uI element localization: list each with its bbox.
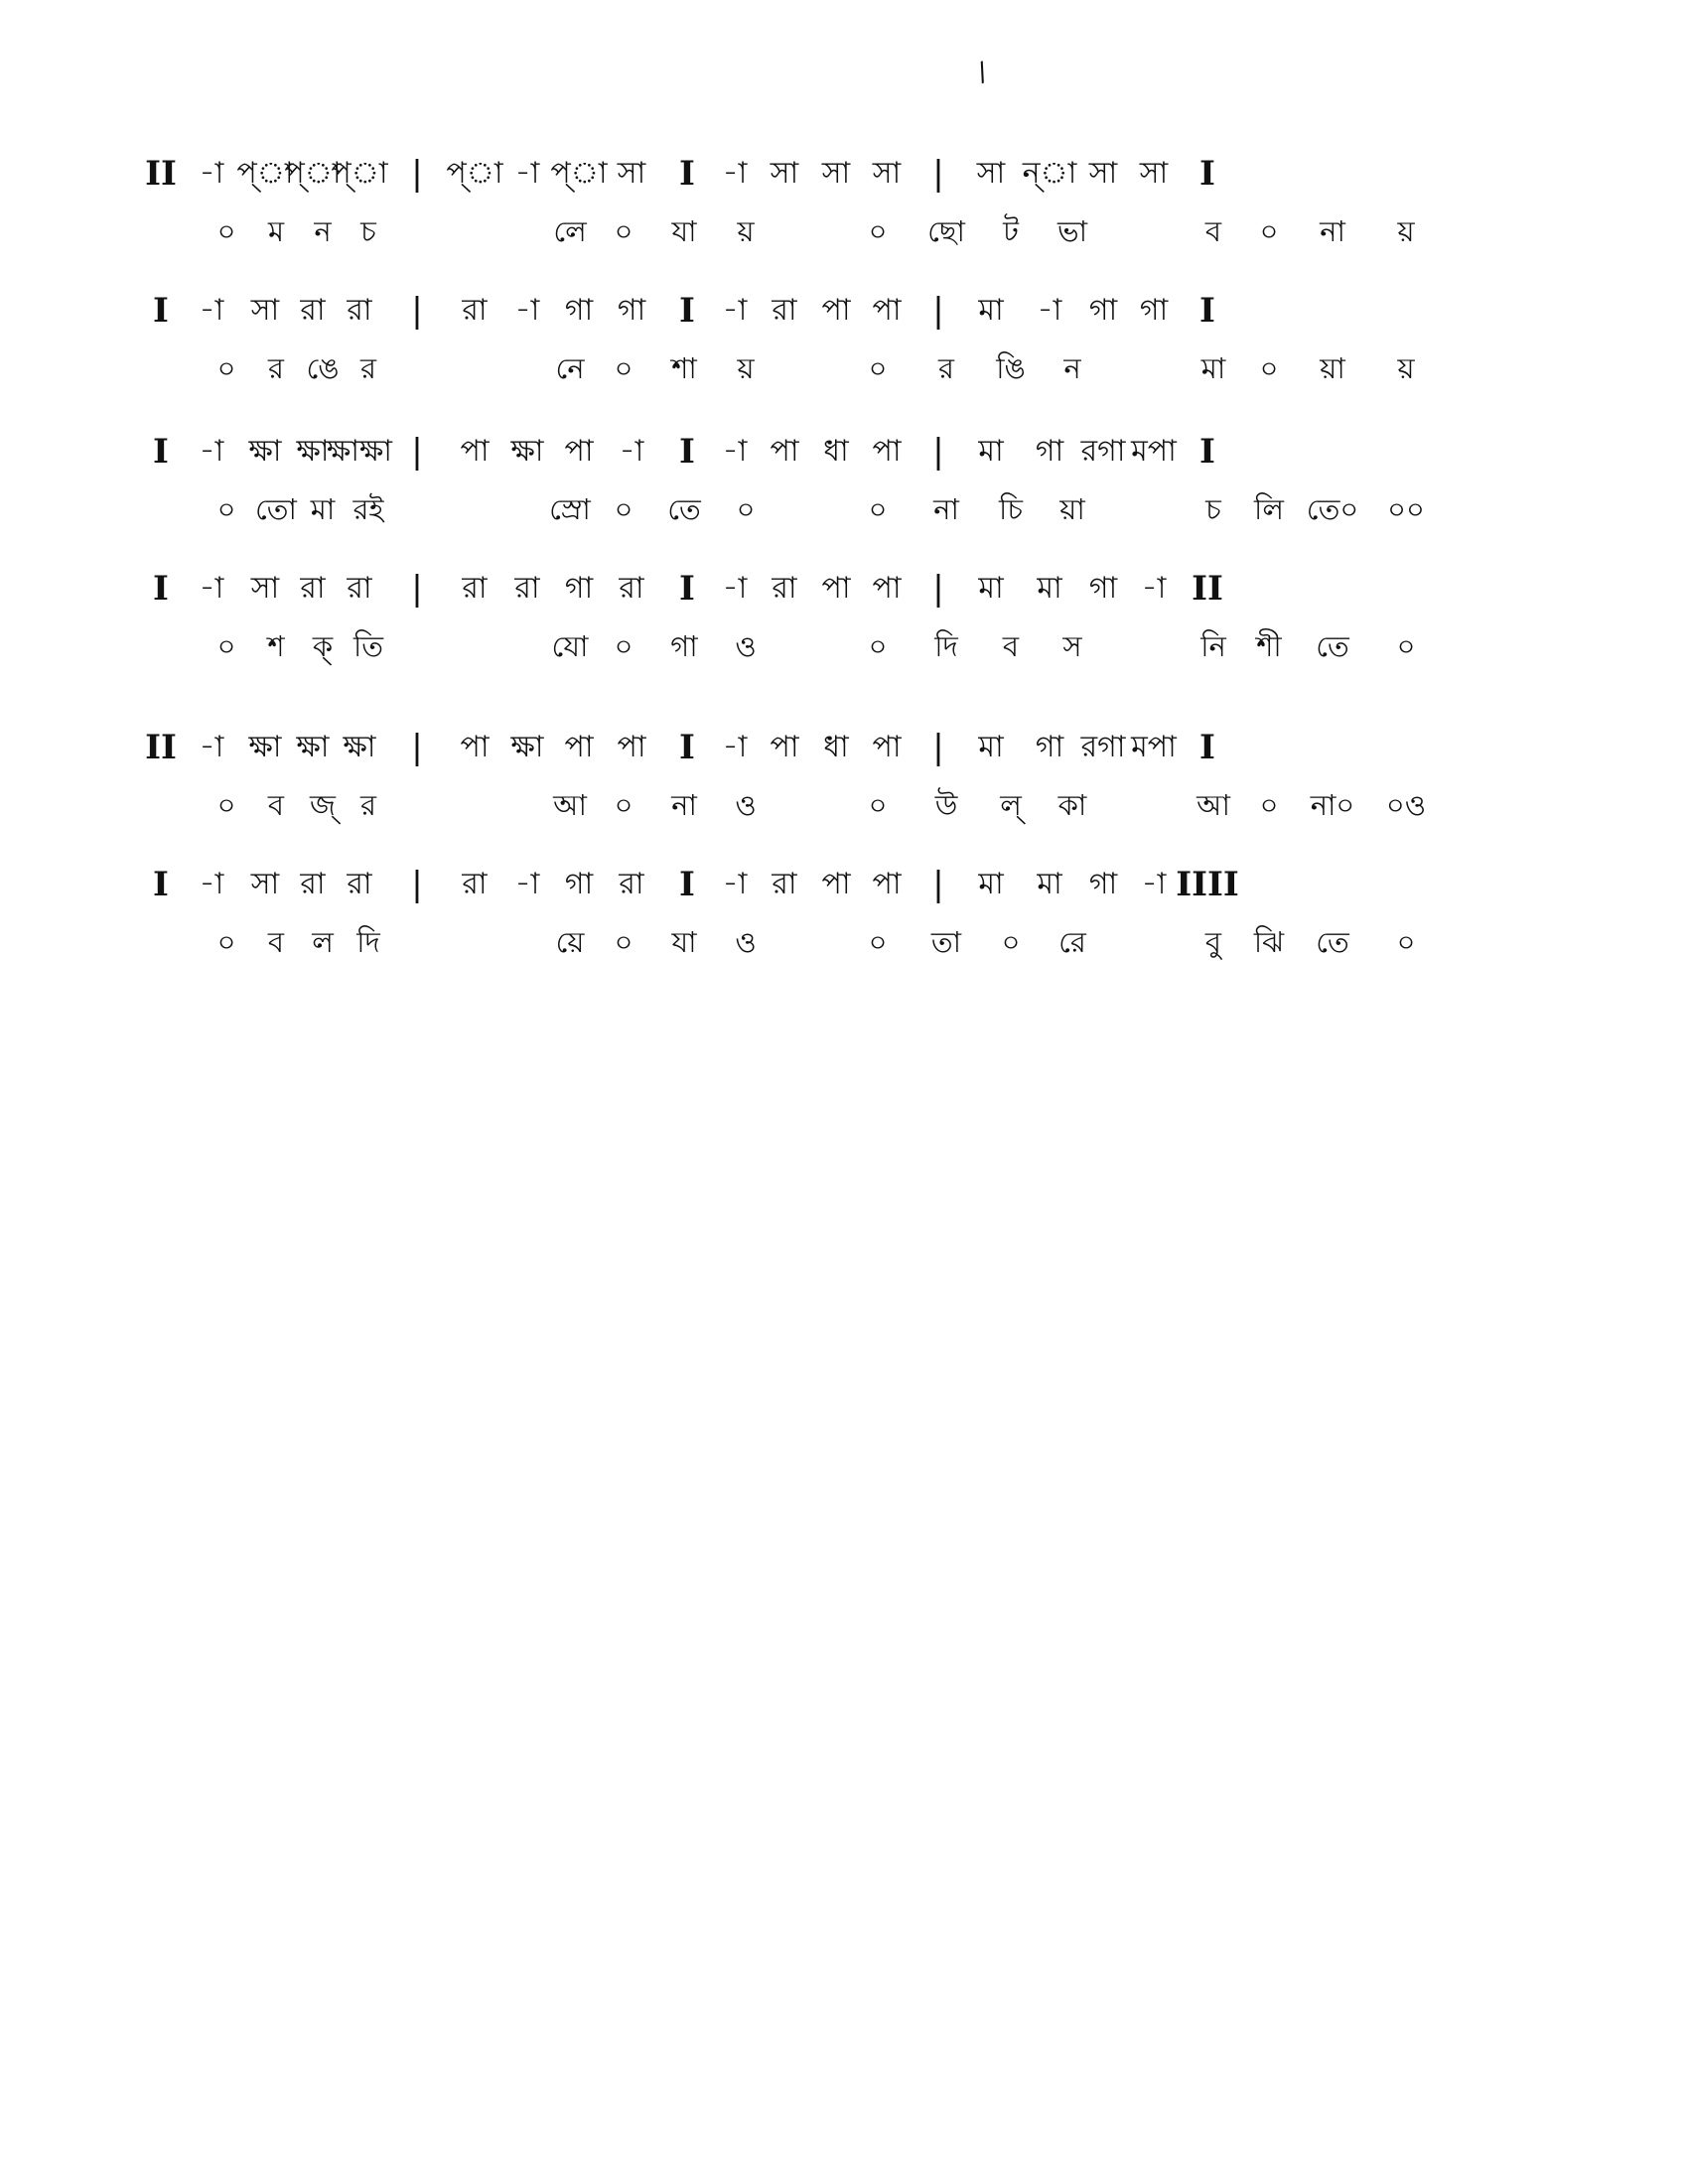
note: সা bbox=[821, 156, 851, 191]
lyric-syllable: কা bbox=[1057, 788, 1087, 822]
note: সা bbox=[976, 156, 1006, 191]
note: পা bbox=[617, 730, 646, 764]
bar-line: II bbox=[1192, 569, 1223, 609]
note: পা bbox=[460, 434, 490, 469]
note: ক্ষা bbox=[510, 730, 544, 764]
lyric-syllable: ক্ bbox=[312, 629, 334, 663]
note: গা bbox=[1139, 293, 1169, 328]
note: গা bbox=[564, 867, 594, 901]
lyric-syllable: ০ bbox=[868, 925, 888, 959]
lyric-syllable: ০ bbox=[216, 214, 236, 248]
note: রা bbox=[347, 571, 372, 606]
note: ক্ষা bbox=[296, 434, 330, 469]
note: সা bbox=[250, 571, 280, 606]
lyric-syllable: তো bbox=[255, 492, 297, 526]
note: -া bbox=[722, 730, 748, 764]
lyric-syllable: আ bbox=[553, 788, 587, 822]
lyric-syllable: র bbox=[938, 351, 954, 385]
lyric-syllable: ও bbox=[735, 788, 757, 822]
note: পা bbox=[872, 867, 902, 901]
lyric-syllable: আ bbox=[1196, 788, 1230, 822]
lyric-syllable: ট bbox=[1003, 214, 1019, 248]
note: গা bbox=[1088, 867, 1118, 901]
lyric-syllable: ০ bbox=[216, 925, 236, 959]
note: -া bbox=[722, 571, 748, 606]
lyric-syllable: চ bbox=[1205, 492, 1221, 526]
note: -া bbox=[514, 293, 540, 328]
lyric-syllable: উ bbox=[934, 788, 958, 822]
note: প্া bbox=[550, 156, 608, 191]
bar-line: | bbox=[932, 865, 944, 904]
note: -া bbox=[199, 730, 224, 764]
lyric-syllable: য়া bbox=[1320, 351, 1345, 385]
note: -া bbox=[199, 867, 224, 901]
lyric-syllable: ভা bbox=[1056, 214, 1088, 248]
bar-line: | bbox=[411, 432, 423, 472]
note: গা bbox=[564, 571, 594, 606]
lyrics-row bbox=[0, 484, 1688, 534]
lyric-syllable: তে bbox=[667, 492, 701, 526]
lyric-syllable: ০ bbox=[216, 788, 236, 822]
lyric-syllable: মা bbox=[1200, 351, 1226, 385]
lyric-syllable: ০ bbox=[868, 492, 888, 526]
note: প্া bbox=[446, 156, 503, 191]
note: গা bbox=[1035, 434, 1064, 469]
note: পা bbox=[872, 571, 902, 606]
lyric-syllable: জ্ bbox=[310, 788, 336, 822]
lyric-syllable: বু bbox=[1204, 925, 1222, 959]
lyric-syllable: য় bbox=[1397, 351, 1415, 385]
note: -া bbox=[722, 156, 748, 191]
lyric-syllable: ০ bbox=[868, 788, 888, 822]
note: পা bbox=[872, 730, 902, 764]
note: মা bbox=[1037, 571, 1062, 606]
lyric-syllable: ০ bbox=[614, 629, 633, 663]
lyric-syllable: ম bbox=[267, 214, 285, 248]
note: রা bbox=[300, 867, 326, 901]
bar-line: | bbox=[411, 728, 423, 767]
lyric-syllable: লি bbox=[1254, 492, 1284, 526]
lyric-syllable: ০ bbox=[1001, 925, 1021, 959]
note: ক্ষা bbox=[343, 730, 376, 764]
note: রা bbox=[772, 571, 797, 606]
note: -া bbox=[199, 156, 224, 191]
note: মা bbox=[978, 867, 1004, 901]
note: -া bbox=[514, 156, 540, 191]
notes-row bbox=[0, 723, 1688, 772]
lyric-syllable: ০ bbox=[216, 351, 236, 385]
lyric-syllable: য় bbox=[1397, 214, 1415, 248]
lyric-syllable: ল bbox=[312, 925, 334, 959]
note: রগা bbox=[1080, 434, 1126, 469]
lyric-syllable: ০ bbox=[868, 214, 888, 248]
bar-line: I bbox=[679, 432, 695, 472]
note: -া bbox=[199, 293, 224, 328]
lyric-syllable: য়া bbox=[1059, 492, 1085, 526]
note: গা bbox=[1035, 730, 1064, 764]
bar-line: | bbox=[932, 432, 944, 472]
lyric-syllable: নি bbox=[1200, 629, 1226, 663]
bar-line: I bbox=[153, 865, 169, 904]
note: প্া bbox=[331, 156, 388, 191]
note: -া bbox=[514, 867, 540, 901]
note: -া bbox=[199, 571, 224, 606]
lyrics-row bbox=[0, 343, 1688, 393]
lyric-syllable: স bbox=[1062, 629, 1082, 663]
bar-line: I bbox=[153, 432, 169, 472]
lyrics-row bbox=[0, 780, 1688, 830]
lyric-syllable: র bbox=[360, 351, 376, 385]
lyric-syllable: ব bbox=[1002, 629, 1020, 663]
note: ধা bbox=[823, 730, 849, 764]
lyric-syllable: ০ bbox=[1396, 925, 1416, 959]
note: রা bbox=[619, 867, 644, 901]
note: গা bbox=[617, 293, 646, 328]
note: রা bbox=[462, 293, 488, 328]
note: রা bbox=[772, 293, 797, 328]
note: প্া bbox=[284, 156, 342, 191]
lyrics-row bbox=[0, 917, 1688, 967]
lyric-syllable: য় bbox=[737, 351, 755, 385]
lyric-syllable: য়ে bbox=[555, 925, 585, 959]
lyric-syllable: ০ bbox=[868, 629, 888, 663]
lyrics-row bbox=[0, 621, 1688, 671]
lyric-syllable: ল্ bbox=[1000, 788, 1022, 822]
lyric-syllable: চ bbox=[360, 214, 376, 248]
note: প্া bbox=[236, 156, 294, 191]
bar-line: I bbox=[1199, 154, 1215, 194]
lyric-syllable: ০ bbox=[1396, 629, 1416, 663]
lyric-syllable: রে bbox=[1058, 925, 1086, 959]
bar-line: I bbox=[1199, 728, 1215, 767]
lyric-syllable: ০ bbox=[614, 492, 633, 526]
lyric-syllable: যো bbox=[551, 629, 589, 663]
note: -া bbox=[722, 434, 748, 469]
lyric-syllable: না bbox=[671, 788, 697, 822]
bar-line: IIII bbox=[1176, 865, 1239, 904]
lyric-syllable: তে bbox=[1316, 925, 1349, 959]
note: -া bbox=[199, 434, 224, 469]
note: ক্ষা bbox=[296, 730, 330, 764]
note: সা bbox=[1088, 156, 1118, 191]
note: রা bbox=[347, 293, 372, 328]
bar-line: | bbox=[932, 728, 944, 767]
notes-row bbox=[0, 564, 1688, 614]
note: সা bbox=[617, 156, 646, 191]
note: -া bbox=[722, 293, 748, 328]
lyric-syllable: তি bbox=[352, 629, 384, 663]
lyric-syllable: স্রো bbox=[549, 492, 591, 526]
note: রা bbox=[347, 867, 372, 901]
note: মপা bbox=[1131, 730, 1177, 764]
note: -া bbox=[1037, 293, 1062, 328]
note: রা bbox=[514, 571, 540, 606]
note: ক্ষা bbox=[248, 434, 282, 469]
lyric-syllable: ব bbox=[267, 925, 285, 959]
lyric-syllable: ঙি bbox=[996, 351, 1026, 385]
lyric-syllable: ০ bbox=[736, 492, 756, 526]
lyric-syllable: যা bbox=[671, 214, 697, 248]
notes-row bbox=[0, 860, 1688, 909]
lyric-syllable: যা bbox=[671, 925, 697, 959]
lyric-syllable: ০ bbox=[614, 351, 633, 385]
bar-line: I bbox=[153, 569, 169, 609]
note: পা bbox=[564, 730, 594, 764]
bar-line: II bbox=[145, 728, 177, 767]
note: পা bbox=[564, 434, 594, 469]
notes-row bbox=[0, 286, 1688, 336]
bar-line: | bbox=[411, 865, 423, 904]
note: মা bbox=[978, 571, 1004, 606]
lyric-syllable: না bbox=[1320, 214, 1345, 248]
note: রা bbox=[772, 867, 797, 901]
bar-line: | bbox=[411, 569, 423, 609]
note: সা bbox=[250, 293, 280, 328]
note: -া bbox=[1141, 867, 1167, 901]
bar-line: I bbox=[679, 154, 695, 194]
lyric-syllable: না bbox=[933, 492, 959, 526]
note: ক্ষা bbox=[248, 730, 282, 764]
lyric-syllable: ব bbox=[267, 788, 285, 822]
lyric-syllable: ০ bbox=[216, 629, 236, 663]
note: -া bbox=[1141, 571, 1167, 606]
note: পা bbox=[770, 434, 799, 469]
note: পা bbox=[821, 571, 851, 606]
lyric-syllable: দি bbox=[934, 629, 958, 663]
note: পা bbox=[821, 293, 851, 328]
note: রা bbox=[300, 571, 326, 606]
lyric-syllable: র bbox=[268, 351, 284, 385]
lyric-syllable: ০০ bbox=[1387, 492, 1425, 526]
lyric-syllable: ০ bbox=[1259, 214, 1279, 248]
note: -া bbox=[619, 434, 644, 469]
note: রা bbox=[619, 571, 644, 606]
note: গা bbox=[1088, 293, 1118, 328]
note: মা bbox=[978, 730, 1004, 764]
note: -া bbox=[722, 867, 748, 901]
note: সা bbox=[770, 156, 799, 191]
lyric-syllable: ছো bbox=[927, 214, 965, 248]
note: সা bbox=[1139, 156, 1169, 191]
note: মা bbox=[1037, 867, 1062, 901]
note: রগা bbox=[1080, 730, 1126, 764]
lyrics-row bbox=[0, 206, 1688, 256]
lyric-syllable: ০ও bbox=[1385, 788, 1427, 822]
note: সা bbox=[250, 867, 280, 901]
lyric-syllable: শা bbox=[671, 351, 697, 385]
top-mark: / bbox=[973, 57, 992, 88]
bar-line: I bbox=[679, 865, 695, 904]
bar-line: I bbox=[679, 291, 695, 331]
note: ক্ষা bbox=[510, 434, 544, 469]
note: ক্ষাক্ষা bbox=[326, 434, 393, 469]
lyric-syllable: গা bbox=[670, 629, 698, 663]
lyric-syllable: ঝি bbox=[1253, 925, 1285, 959]
lyric-syllable: র bbox=[360, 788, 376, 822]
lyric-syllable: ঙে bbox=[306, 351, 340, 385]
bar-line: I bbox=[153, 291, 169, 331]
lyric-syllable: ন bbox=[314, 214, 332, 248]
note: ন্া bbox=[1022, 156, 1077, 191]
note: রা bbox=[462, 867, 488, 901]
bar-line: | bbox=[411, 291, 423, 331]
bar-line: I bbox=[1199, 432, 1215, 472]
lyric-syllable: য় bbox=[737, 214, 755, 248]
bar-line: I bbox=[679, 728, 695, 767]
lyric-syllable: তে bbox=[1316, 629, 1349, 663]
lyric-syllable: ০ bbox=[868, 351, 888, 385]
notes-row bbox=[0, 149, 1688, 199]
lyric-syllable: না০ bbox=[1310, 788, 1355, 822]
lyric-syllable: চি bbox=[999, 492, 1023, 526]
lyric-syllable: তা bbox=[930, 925, 962, 959]
note: মা bbox=[978, 293, 1004, 328]
note: পা bbox=[872, 293, 902, 328]
note: মপা bbox=[1131, 434, 1177, 469]
lyric-syllable: ব bbox=[1204, 214, 1222, 248]
bar-line: | bbox=[932, 569, 944, 609]
note: পা bbox=[770, 730, 799, 764]
note: মা bbox=[978, 434, 1004, 469]
note: গা bbox=[1088, 571, 1118, 606]
lyric-syllable: শী bbox=[1256, 629, 1282, 663]
lyric-syllable: ০ bbox=[614, 788, 633, 822]
bar-line: I bbox=[1199, 291, 1215, 331]
bar-line: | bbox=[932, 291, 944, 331]
note: সা bbox=[872, 156, 902, 191]
lyric-syllable: ০ bbox=[614, 214, 633, 248]
lyric-syllable: নে bbox=[555, 351, 585, 385]
note: পা bbox=[460, 730, 490, 764]
lyric-syllable: ০ bbox=[614, 925, 633, 959]
lyric-syllable: শ bbox=[267, 629, 285, 663]
bar-line: I bbox=[679, 569, 695, 609]
lyric-syllable: লে bbox=[553, 214, 587, 248]
lyric-syllable: মা bbox=[310, 492, 336, 526]
lyric-syllable: দি bbox=[356, 925, 380, 959]
note: গা bbox=[564, 293, 594, 328]
lyric-syllable: ০ bbox=[1259, 788, 1279, 822]
bar-line: II bbox=[145, 154, 177, 194]
lyric-syllable: ০ bbox=[1259, 351, 1279, 385]
note: পা bbox=[821, 867, 851, 901]
lyric-syllable: ০ bbox=[216, 492, 236, 526]
lyric-syllable: তে০ bbox=[1306, 492, 1359, 526]
note: পা bbox=[872, 434, 902, 469]
lyric-syllable: ন bbox=[1063, 351, 1081, 385]
notes-row bbox=[0, 427, 1688, 477]
lyric-syllable: রই bbox=[352, 492, 384, 526]
bar-line: | bbox=[411, 154, 423, 194]
lyric-syllable: ও bbox=[735, 629, 757, 663]
note: রা bbox=[462, 571, 488, 606]
bar-line: | bbox=[932, 154, 944, 194]
note: রা bbox=[300, 293, 326, 328]
lyric-syllable: ও bbox=[735, 925, 757, 959]
note: ধা bbox=[823, 434, 849, 469]
